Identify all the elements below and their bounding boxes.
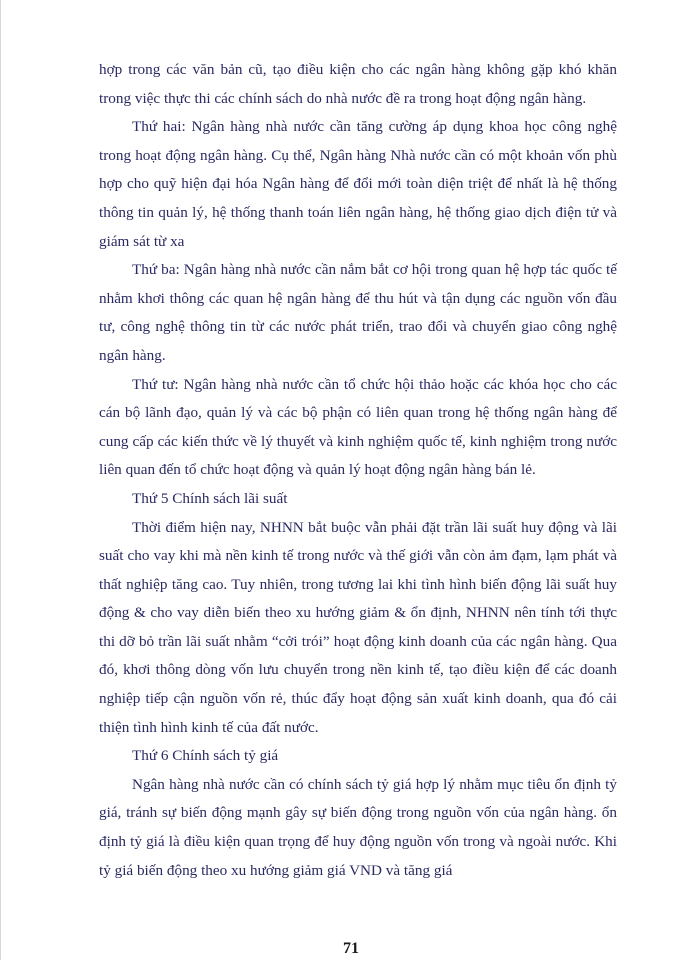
paragraph-continuation: hợp trong các văn bản cũ, tạo điều kiện cho các ngân hàng không gặp khó khăn trong việc thực thi các chính sách do nhà nước đề ra trong hoạt động ngân hàng.	[99, 61, 617, 107]
paragraph-thu-tu: Thứ tư: Ngân hàng nhà nước cần tổ chức hội thảo hoặc các khóa học cho các cán bộ lãnh đạo, quản lý và các bộ phận có liên quan trong hệ thống ngân hàng để cung cấp các kiến thức về lý thuyết và kinh nghiệm quốc tế, kinh nghiệm trong nước liên quan đến tổ chức hoạt động và quản lý hoạt động ngân hàng bán lẻ.	[99, 375, 617, 479]
paragraph-lai-suat: Thời điểm hiện nay, NHNN bắt buộc vẫn phải đặt trần lãi suất huy động và lãi suất cho vay khi mà nền kinh tế trong nước và thế giới vẫn còn ảm đạm, lạm phát và thất nghiệp tăng cao. Tuy nhiên, trong tương lai khi tình hình biến động lãi suất huy động & cho vay diễn biến theo xu hướng giảm & ổn định, NHNN nên tính tới thực thi dỡ bỏ trần lãi suất nhằm “cởi trói” hoạt động kinh doanh của các ngân hàng. Qua đó, khơi thông dòng vốn lưu chuyển trong nền kinh tế, tạo điều kiện để các doanh nghiệp tiếp cận nguồn vốn rẻ, thúc đẩy hoạt động sản xuất kinh doanh, qua đó cải thiện tình hình kinh tế của đất nước.	[99, 518, 617, 736]
paragraph-thu-ba: Thứ ba: Ngân hàng nhà nước cần nắm bắt cơ hội trong quan hệ hợp tác quốc tế nhằm khơi thông các quan hệ ngân hàng để thu hút và tận dụng các nguồn vốn đầu tư, công nghệ thông tin từ các nước phát triển, trao đổi và chuyển giao công nghệ ngân hàng.	[99, 261, 617, 364]
heading-lai-suat: Thứ 5 Chính sách lãi suất	[132, 489, 288, 507]
paragraph-thu-hai: Thứ hai: Ngân hàng nhà nước cần tăng cường áp dụng khoa học công nghệ trong hoạt động ngân hàng. Cụ thể, Ngân hàng Nhà nước cần có một khoản vốn phù hợp cho quỹ hiện đại hóa Ngân hàng để đổi mới toàn diện triệt để nhất là hệ thống thông tin quản lý, hệ thống thanh toán liên ngân hàng, hệ thống giao dịch điện tử và giám sát từ xa	[99, 118, 617, 250]
page-number: 71	[343, 940, 359, 957]
heading-ty-gia: Thứ 6 Chính sách tỷ giá	[132, 747, 279, 765]
paragraph-ty-gia: Ngân hàng nhà nước cần có chính sách tỷ giá hợp lý nhằm mục tiêu ổn định tỷ giá, tránh sự biến động mạnh gây sự biến động trong nguồn vốn của ngân hàng. ổn định tỷ giá là điều kiện quan trọng để huy động nguồn vốn trong và ngoài nước. Khi tỷ giá biến động theo xu hướng giảm giá VND và tăng giá	[99, 775, 617, 879]
body-text	[99, 56, 617, 885]
